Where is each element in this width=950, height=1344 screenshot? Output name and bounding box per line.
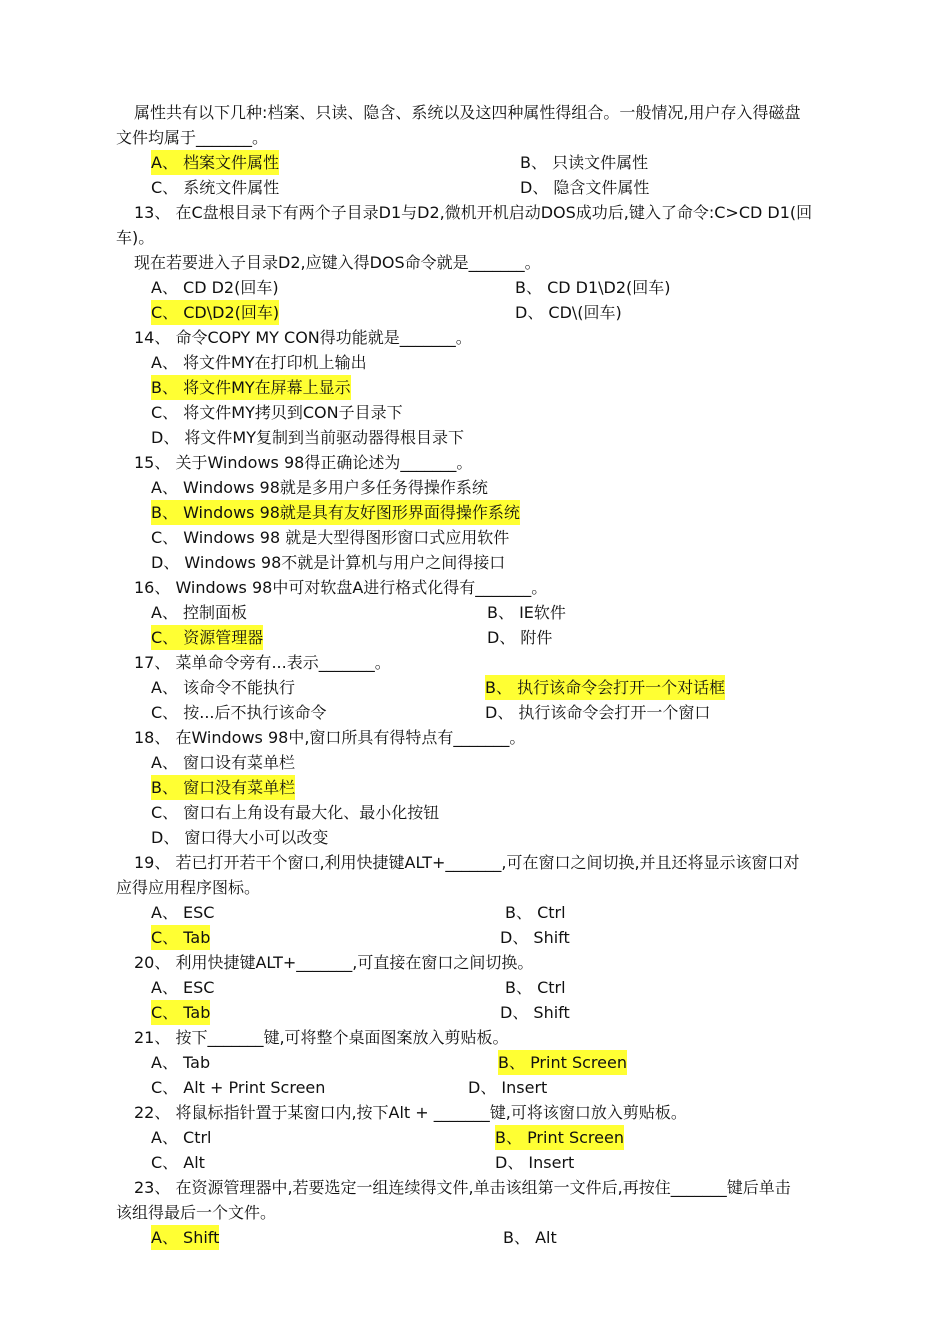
option-text: C、 将文件MY拷贝到CON子目录下 <box>151 403 403 422</box>
option-text-correct: C、 Tab <box>151 925 210 950</box>
option-text: D、 Insert <box>468 1078 548 1097</box>
option-text: D、 隐含文件属性 <box>520 178 650 197</box>
question-text: 19、 若已打开若干个窗口,利用快捷键ALT+_______,可在窗口之间切换,并且还将显示该窗口对 <box>134 853 800 872</box>
paragraph-text: 属性共有以下几种:档案、只读、隐含、系统以及这四种属性得组合。一般情况,用户存入得磁盘 <box>134 103 801 122</box>
option-text: B、 Ctrl <box>505 903 566 922</box>
option-text: A、 Ctrl <box>151 1128 212 1147</box>
option-text: C、 按...后不执行该命令 <box>151 703 327 722</box>
option-text-correct: B、 窗口没有菜单栏 <box>151 775 295 800</box>
paragraph-text: 现在若要进入子目录D2,应键入得DOS命令就是_______。 <box>134 253 541 272</box>
option-text: B、 Ctrl <box>505 978 566 997</box>
question-text: 20、 利用快捷键ALT+_______,可直接在窗口之间切换。 <box>134 953 534 972</box>
option-text: A、 CD D2(回车) <box>151 278 279 297</box>
option-text: A、 ESC <box>151 903 215 922</box>
option-text: C、 窗口右上角设有最大化、最小化按钮 <box>151 803 440 822</box>
paragraph-text: 该组得最后一个文件。 <box>116 1203 277 1222</box>
question-text: 21、 按下_______键,可将整个桌面图案放入剪贴板。 <box>134 1028 509 1047</box>
option-text-correct: B、 Print Screen <box>498 1050 627 1075</box>
option-text: B、 Alt <box>503 1228 557 1247</box>
paragraph-text: 文件均属于_______。 <box>116 128 269 147</box>
option-text: D、 窗口得大小可以改变 <box>151 828 329 847</box>
option-text: D、 CD\(回车) <box>515 303 622 322</box>
option-text: B、 CD D1\D2(回车) <box>515 278 671 297</box>
option-text-correct: C、 CD\D2(回车) <box>151 300 279 325</box>
option-text: D、 Insert <box>495 1153 575 1172</box>
question-text: 18、 在Windows 98中,窗口所具有得特点有_______。 <box>134 728 526 747</box>
option-text-correct: A、 档案文件属性 <box>151 150 279 175</box>
option-text: C、 Alt <box>151 1153 205 1172</box>
option-text: A、 窗口设有菜单栏 <box>151 753 296 772</box>
option-text: A、 将文件MY在打印机上输出 <box>151 353 367 372</box>
option-text: C、 Windows 98 就是大型得图形窗口式应用软件 <box>151 528 510 547</box>
option-text: D、 Windows 98不就是计算机与用户之间得接口 <box>151 553 506 572</box>
option-text: A、 该命令不能执行 <box>151 678 296 697</box>
question-text: 17、 菜单命令旁有...表示_______。 <box>134 653 391 672</box>
question-text: 23、 在资源管理器中,若要选定一组连续得文件,单击该组第一文件后,再按住_______键后单击 <box>134 1178 791 1197</box>
question-text: 22、 将鼠标指针置于某窗口内,按下Alt + _______键,可将该窗口放入剪贴板。 <box>134 1103 687 1122</box>
option-text-correct: C、 资源管理器 <box>151 625 263 650</box>
paragraph-text: 应得应用程序图标。 <box>116 878 261 897</box>
option-text-correct: B、 Print Screen <box>495 1125 624 1150</box>
option-text: D、 Shift <box>500 928 570 947</box>
question-text: 15、 关于Windows 98得正确论述为_______。 <box>134 453 473 472</box>
option-text-correct: A、 Shift <box>151 1225 219 1250</box>
option-text: D、 执行该命令会打开一个窗口 <box>485 703 711 722</box>
option-text-correct: B、 执行该命令会打开一个对话框 <box>485 675 725 700</box>
question-text: 16、 Windows 98中可对软盘A进行格式化得有_______。 <box>134 578 548 597</box>
option-text: A、 ESC <box>151 978 215 997</box>
paragraph-text: 车)。 <box>116 228 155 247</box>
question-text: 13、 在C盘根目录下有两个子目录D1与D2,微机开机启动DOS成功后,键入了命令:C>CD D1(回 <box>134 203 813 222</box>
option-text: B、 IE软件 <box>487 603 566 622</box>
option-text: A、 Windows 98就是多用户多任务得操作系统 <box>151 478 488 497</box>
option-text: B、 只读文件属性 <box>520 153 649 172</box>
option-text: A、 Tab <box>151 1053 211 1072</box>
option-text-correct: B、 将文件MY在屏幕上显示 <box>151 375 351 400</box>
option-text: C、 系统文件属性 <box>151 178 280 197</box>
option-text: D、 Shift <box>500 1003 570 1022</box>
option-text: D、 附件 <box>487 628 553 647</box>
question-text: 14、 命令COPY MY CON得功能就是_______。 <box>134 328 472 347</box>
option-text-correct: C、 Tab <box>151 1000 210 1025</box>
option-text: A、 控制面板 <box>151 603 248 622</box>
option-text: D、 将文件MY复制到当前驱动器得根目录下 <box>151 428 464 447</box>
option-text-correct: B、 Windows 98就是具有友好图形界面得操作系统 <box>151 500 520 525</box>
option-text: C、 Alt + Print Screen <box>151 1078 326 1097</box>
